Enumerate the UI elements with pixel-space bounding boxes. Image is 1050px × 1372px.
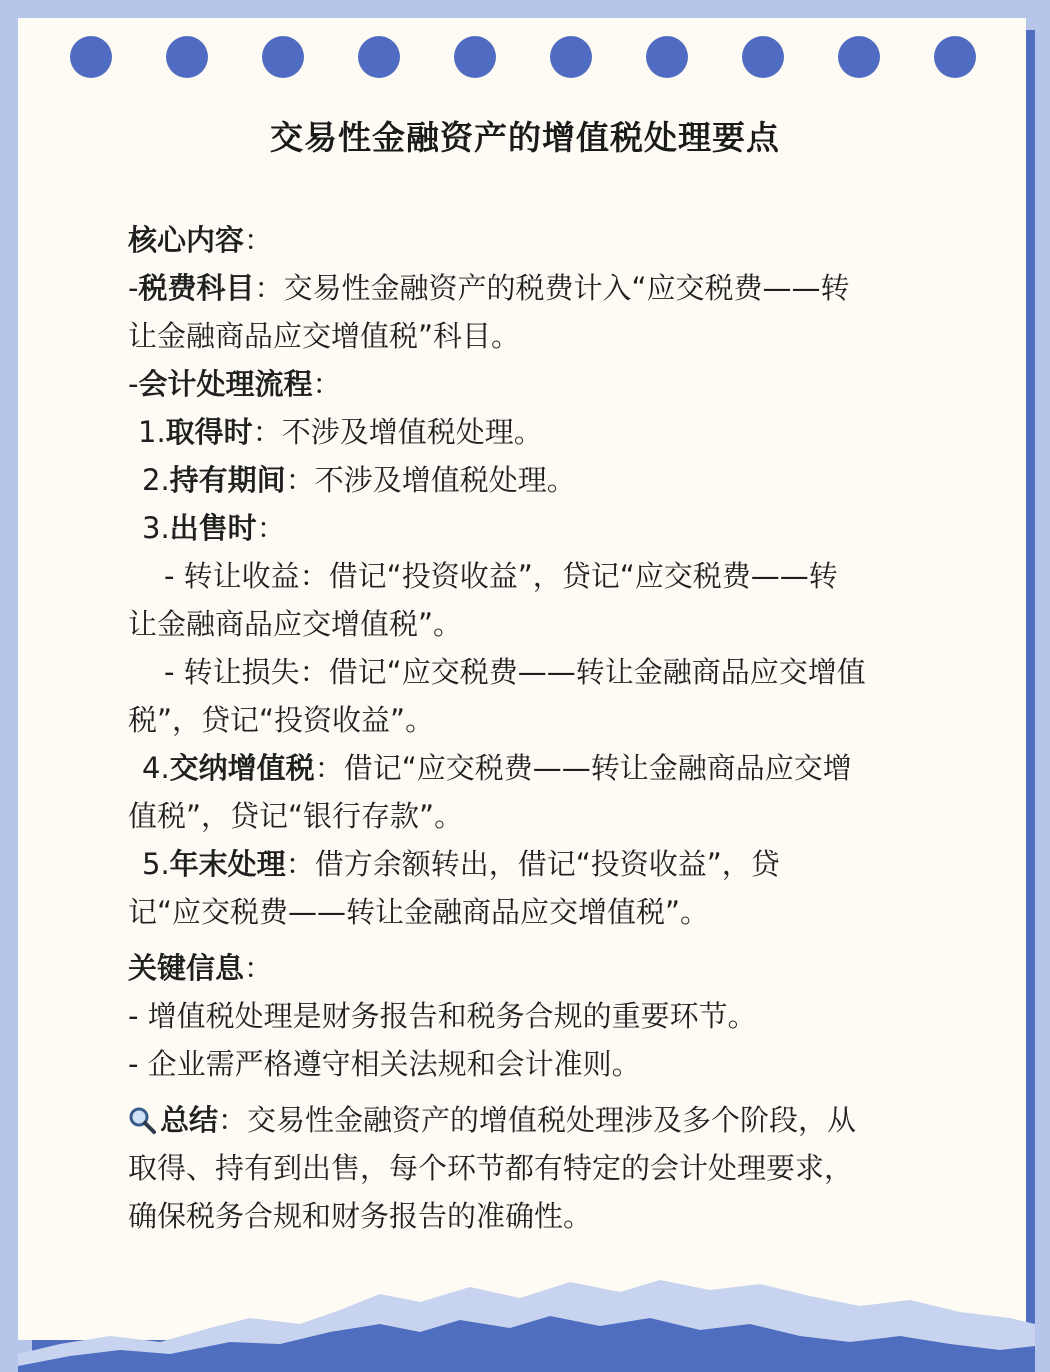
summary-line-3: 确保税务合规和财务报告的准确性。 [128,1199,593,1233]
summary-label: 总结 [160,1103,219,1137]
subject-label: 税费科目 [138,271,255,305]
dash: - [128,271,139,305]
subject-line [128,264,928,312]
step-label: 交纳增值税 [169,751,315,785]
step-5 [128,840,928,888]
step-number: 2. [142,463,170,497]
step-3-loss-line-2: 税”，贷记“投资收益”。 [128,703,435,737]
step-number: 1. [138,415,166,449]
summary-line [128,1096,928,1144]
step-2 [128,456,928,504]
key-info-item: - 企业需严格遵守相关法规和会计准则。 [128,1047,641,1081]
binder-hole [358,36,400,78]
step-3 [128,504,928,552]
summary-line-2: 取得、持有到出售，每个环节都有特定的会计处理要求， [128,1151,854,1185]
step-1 [128,408,928,456]
binder-hole [454,36,496,78]
article-body [128,216,928,1240]
step-4 [128,744,928,792]
binder-hole [646,36,688,78]
binder-hole [550,36,592,78]
subject-text: ：交易性金融资产的税费计入“应交税费——转 [254,271,850,305]
step-4-line-2: 值税”，贷记“银行存款”。 [128,799,464,833]
core-heading-line [128,216,928,264]
subject-line-2: 让金融商品应交增值税”科目。 [128,319,521,353]
step-3-gain-line-2: 让金融商品应交增值税”。 [128,607,463,641]
colon: ： [256,511,286,545]
summary-text: ：交易性金融资产的增值税处理涉及多个阶段，从 [218,1103,857,1137]
binder-hole [262,36,304,78]
key-info-heading-line [128,944,928,992]
binder-hole [166,36,208,78]
step-text: ：不涉及增值税处理。 [285,463,576,497]
mountain-decoration [0,1232,1050,1372]
core-heading: 核心内容 [128,223,245,257]
step-number: 5. [142,847,170,881]
step-label: 年末处理 [169,847,286,881]
key-info-heading: 关键信息 [128,951,245,985]
magnifier-icon [128,1100,156,1128]
colon: ： [312,367,342,401]
binder-holes [70,36,990,78]
binder-hole [934,36,976,78]
colon: ： [244,223,274,257]
step-text: ：借记“应交税费——转让金融商品应交增 [314,751,852,785]
binder-hole [70,36,112,78]
step-label: 出售时 [169,511,257,545]
step-3-gain-line: - 转让收益：借记“投资收益”，贷记“应交税费——转 [164,559,838,593]
binder-hole [838,36,880,78]
step-text: ：不涉及增值税处理。 [252,415,543,449]
step-text: ：借方余额转出，借记“投资收益”，贷 [285,847,780,881]
process-heading-line [128,360,928,408]
step-number: 3. [142,511,170,545]
key-info-item: - 增值税处理是财务报告和税务合规的重要环节。 [128,999,757,1033]
step-label: 持有期间 [169,463,286,497]
page-title: 交易性金融资产的增值税处理要点 [270,118,780,157]
process-label: 会计处理流程 [138,367,313,401]
step-label: 取得时 [165,415,253,449]
step-number: 4. [142,751,170,785]
step-5-line-2: 记“应交税费——转让金融商品应交增值税”。 [128,895,710,929]
binder-hole [742,36,784,78]
dash: - [128,367,139,401]
step-3-loss-line: - 转让损失：借记“应交税费——转让金融商品应交增值 [164,655,866,689]
colon: ： [244,951,274,985]
